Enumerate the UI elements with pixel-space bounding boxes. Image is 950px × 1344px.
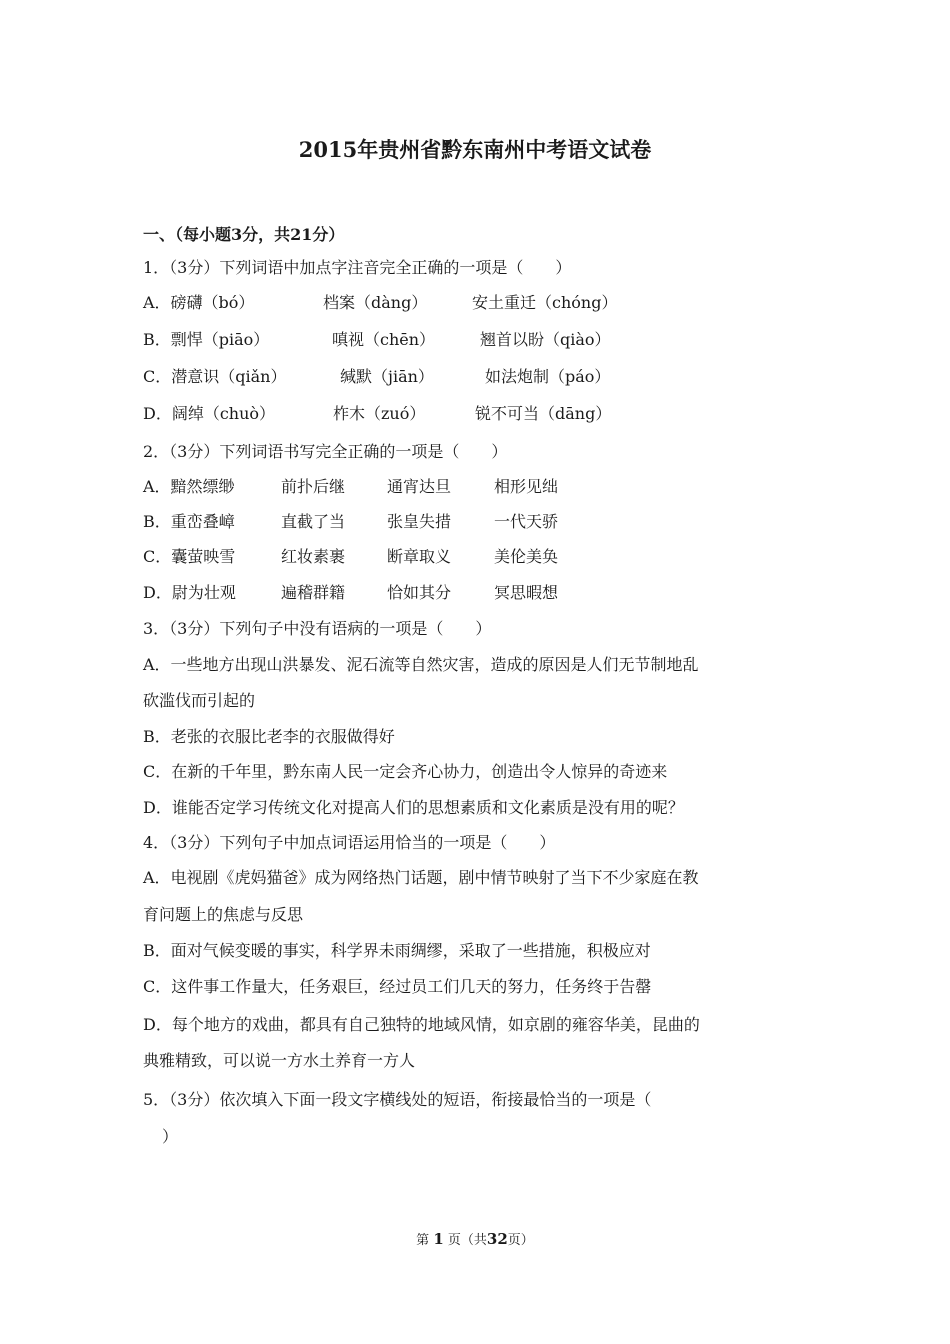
- section-heading: 一、（每小题3分，共21分）: [143, 225, 345, 244]
- question-1-stem: 1．（3分）下列词语中加点字注音完全正确的一项是（ ）: [143, 258, 572, 277]
- q3-option-a: A．一些地方出现山洪暴发、泥石流等自然灾害，造成的原因是人们无节制地乱: [143, 655, 699, 674]
- q1-option-c-word-2: 缄默（jiān）: [340, 367, 434, 386]
- q1-option-a-word-2: 档案（dàng）: [323, 293, 428, 312]
- q1-option-a-word-3: 安土重迁（chóng）: [472, 293, 618, 312]
- q2-option-b-word-1: B．重峦叠嶂: [143, 512, 235, 531]
- q4-option-b: B．面对气候变暖的事实，科学界未雨绸缪，采取了一些措施，积极应对: [143, 941, 651, 960]
- q1-option-d-word-2: 柞木（zuó）: [333, 404, 426, 423]
- q4-option-a-cont: 育问题上的焦虑与反思: [143, 905, 304, 924]
- q1-option-d-word-1: D．阔绰（chuò）: [143, 404, 276, 423]
- q2-option-a-word-4: 相形见绌: [494, 477, 559, 496]
- footer-prefix: 第: [416, 1233, 430, 1248]
- question-5-stem: 5．（3分）依次填入下面一段文字横线处的短语，衔接最恰当的一项是（: [143, 1090, 652, 1109]
- q1-option-c-word-1: C．潜意识（qiǎn）: [143, 367, 287, 386]
- q2-option-c-word-2: 红妆素裹: [281, 547, 346, 566]
- q2-option-a-word-1: A．黯然缥缈: [143, 477, 235, 496]
- q3-option-a-cont: 砍滥伐而引起的: [143, 691, 256, 710]
- q2-option-d-word-1: D．尉为壮观: [143, 583, 236, 602]
- q2-option-a-word-3: 通宵达旦: [387, 477, 452, 496]
- question-4-stem: 4．（3分）下列句子中加点词语运用恰当的一项是（ ）: [143, 833, 556, 852]
- q2-option-c-word-3: 断章取义: [387, 547, 452, 566]
- q4-option-d-cont: 典雅精致，可以说一方水土养育一方人: [143, 1051, 416, 1070]
- q1-option-c-word-3: 如法炮制（páo）: [485, 367, 611, 386]
- q2-option-b-word-2: 直截了当: [281, 512, 346, 531]
- q1-option-b-word-3: 翘首以盼（qiào）: [480, 330, 611, 349]
- question-5-stem-cont: ）: [162, 1127, 179, 1146]
- question-2-stem: 2．（3分）下列词语书写完全正确的一项是（ ）: [143, 442, 508, 461]
- q2-option-c-word-4: 美伦美奂: [494, 547, 559, 566]
- q1-option-a-word-1: A．磅礴（bó）: [143, 293, 255, 312]
- q3-option-b: B．老张的衣服比老李的衣服做得好: [143, 727, 395, 746]
- question-3-stem: 3．（3分）下列句子中没有语病的一项是（ ）: [143, 619, 492, 638]
- page-title: 2015年贵州省黔东南州中考语文试卷: [298, 137, 652, 162]
- q2-option-d-word-4: 冥思暇想: [494, 583, 559, 602]
- q2-option-c-word-1: C．囊萤映雪: [143, 547, 236, 566]
- q2-option-a-word-2: 前扑后继: [281, 477, 346, 496]
- q1-option-b-word-1: B．剽悍（piāo）: [143, 330, 270, 349]
- q2-option-d-word-2: 遍稽群籍: [281, 583, 346, 602]
- footer-page-number: 1: [433, 1230, 444, 1248]
- q1-option-b-word-2: 嗔视（chēn）: [332, 330, 436, 349]
- footer-suffix: 页）: [507, 1233, 534, 1248]
- footer-total-pages: 32: [486, 1230, 508, 1248]
- q1-option-d-word-3: 锐不可当（dāng）: [475, 404, 612, 423]
- q2-option-b-word-4: 一代天骄: [494, 512, 559, 531]
- q3-option-c: C．在新的千年里，黔东南人民一定会齐心协力，创造出令人惊异的奇迹来: [143, 762, 668, 781]
- q4-option-d: D．每个地方的戏曲，都具有自己独特的地域风情，如京剧的雍容华美，昆曲的: [143, 1015, 700, 1034]
- page-footer: [0, 1229, 950, 1248]
- q4-option-c: C．这件事工作量大，任务艰巨，经过员工们几天的努力，任务终于告罄: [143, 977, 652, 996]
- q2-option-d-word-3: 恰如其分: [387, 583, 452, 602]
- footer-middle: 页（共: [447, 1233, 487, 1248]
- q2-option-b-word-3: 张皇失措: [387, 512, 452, 531]
- q4-option-a: A．电视剧《虎妈猫爸》成为网络热门话题，剧中情节映射了当下不少家庭在教: [143, 868, 699, 887]
- q3-option-d: D．谁能否定学习传统文化对提高人们的思想素质和文化素质是没有用的呢？: [143, 798, 684, 817]
